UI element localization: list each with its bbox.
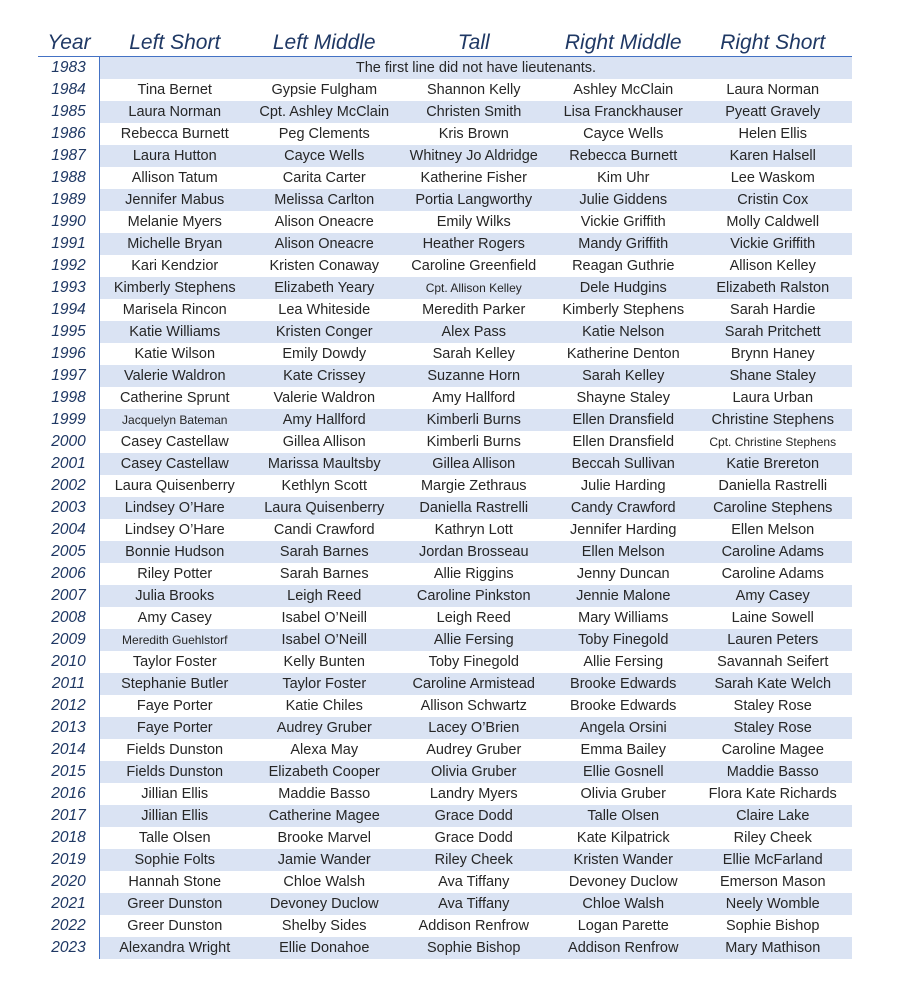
name-cell: Lindsey O’Hare — [124, 522, 225, 538]
name-cell: Neely Womble — [725, 896, 820, 912]
name-cell: Gillea Allison — [432, 456, 516, 472]
name-cell: Lisa Franckhauser — [563, 104, 683, 120]
year-cell: 2000 — [38, 431, 100, 453]
year-cell: 1992 — [38, 255, 100, 277]
name-cell: Olivia Gruber — [431, 764, 517, 780]
name-cell: Alison Oneacre — [274, 236, 374, 252]
name-cell: Alexandra Wright — [119, 940, 231, 956]
name-cell: Ellie Gosnell — [582, 764, 664, 780]
name-cell: Katherine Fisher — [420, 170, 527, 186]
year-cell: 1998 — [38, 387, 100, 409]
name-cell: Leigh Reed — [287, 588, 362, 604]
table-row — [38, 365, 852, 387]
name-cell: Ellen Melson — [581, 544, 665, 560]
header-tall: Tall — [457, 31, 490, 54]
table-row — [38, 607, 852, 629]
year-cell: 1993 — [38, 277, 100, 299]
name-cell: Rebecca Burnett — [120, 126, 229, 142]
name-cell: Daniella Rastrelli — [718, 478, 828, 494]
name-cell: Caroline Magee — [721, 742, 824, 758]
name-cell: Talle Olsen — [138, 830, 211, 846]
name-cell: Katie Chiles — [285, 698, 363, 714]
name-cell: Allison Kelley — [729, 258, 816, 274]
year-cell: 2015 — [38, 761, 100, 783]
name-cell: Jennie Malone — [576, 588, 671, 604]
name-cell: Caroline Adams — [721, 544, 824, 560]
name-cell: Christine Stephens — [711, 412, 834, 428]
name-cell: Jacquelyn Bateman — [122, 413, 228, 427]
name-cell: Pyeatt Gravely — [725, 104, 821, 120]
name-cell: Chloe Walsh — [582, 896, 665, 912]
table-row — [38, 563, 852, 585]
table-row — [38, 145, 852, 167]
name-cell: Elizabeth Cooper — [268, 764, 380, 780]
name-cell: Katie Williams — [129, 324, 221, 340]
name-cell: Ava Tiffany — [438, 896, 510, 912]
table-row — [38, 431, 852, 453]
name-cell: Ellie McFarland — [722, 852, 823, 868]
year-cell: 1988 — [38, 167, 100, 189]
name-cell: Dele Hudgins — [579, 280, 667, 296]
name-cell: Amy Hallford — [282, 412, 366, 428]
header-left-middle: Left Middle — [272, 31, 376, 54]
name-cell: Addison Renfrow — [568, 940, 679, 956]
year-cell: 1983 — [38, 57, 100, 79]
year-cell: 2018 — [38, 827, 100, 849]
table-row — [38, 717, 852, 739]
header-row — [38, 28, 852, 57]
table-row — [38, 167, 852, 189]
name-cell: Ava Tiffany — [438, 874, 510, 890]
name-cell: Devoney Duclow — [269, 896, 379, 912]
table-row — [38, 475, 852, 497]
name-cell: Molly Caldwell — [726, 214, 820, 230]
name-cell: Alexa May — [290, 742, 359, 758]
table-row — [38, 915, 852, 937]
table-row — [38, 695, 852, 717]
name-cell: Emma Bailey — [580, 742, 666, 758]
name-cell: Kate Crissey — [283, 368, 366, 384]
name-cell: Margie Zethraus — [420, 478, 527, 494]
year-cell: 2009 — [38, 629, 100, 651]
name-cell: Alex Pass — [441, 324, 506, 340]
year-cell: 2003 — [38, 497, 100, 519]
year-cell: 2020 — [38, 871, 100, 893]
name-cell: Flora Kate Richards — [708, 786, 837, 802]
name-cell: Ellie Donahoe — [279, 940, 370, 956]
name-cell: Sophie Bishop — [426, 940, 521, 956]
name-cell: Vickie Griffith — [730, 236, 816, 252]
table-row — [38, 871, 852, 893]
name-cell: Allie Fersing — [583, 654, 664, 670]
name-cell: Isabel O’Neill — [281, 610, 367, 626]
name-cell: Laura Quisenberry — [264, 500, 385, 516]
name-cell: Jordan Brosseau — [418, 544, 529, 560]
name-cell: Sarah Kelley — [432, 346, 515, 362]
year-cell: 2008 — [38, 607, 100, 629]
name-cell: Jennifer Mabus — [125, 192, 225, 208]
name-cell: Grace Dodd — [434, 808, 513, 824]
table-row — [38, 805, 852, 827]
name-cell: Laura Norman — [726, 82, 820, 98]
name-cell: Kimberli Burns — [426, 434, 521, 450]
table-row — [38, 541, 852, 563]
name-cell: Candy Crawford — [570, 500, 676, 516]
name-cell: Taylor Foster — [282, 676, 367, 692]
name-cell: Ashley McClain — [573, 82, 674, 98]
year-cell: 1990 — [38, 211, 100, 233]
name-cell: Landry Myers — [429, 786, 518, 802]
name-cell: Lauren Peters — [727, 632, 819, 648]
name-cell: Mandy Griffith — [578, 236, 669, 252]
name-cell: Amy Casey — [137, 610, 212, 626]
name-cell: Gillea Allison — [282, 434, 366, 450]
name-cell: Allie Riggins — [433, 566, 514, 582]
table-row — [38, 673, 852, 695]
name-cell: Fields Dunston — [126, 764, 224, 780]
name-cell: Savannah Seifert — [717, 654, 829, 670]
name-cell: Kari Kendzior — [131, 258, 219, 274]
table-row — [38, 585, 852, 607]
table-row — [38, 849, 852, 871]
name-cell: Bonnie Hudson — [125, 544, 225, 560]
table-row — [38, 761, 852, 783]
name-cell: Lacey O’Brien — [428, 720, 520, 736]
name-cell: Meredith Guehlstorf — [122, 633, 228, 647]
table-row — [38, 101, 852, 123]
name-cell: Kristen Wander — [573, 852, 673, 868]
name-cell: Chloe Walsh — [283, 874, 366, 890]
name-cell: Casey Castellaw — [120, 434, 229, 450]
name-cell: Emerson Mason — [719, 874, 826, 890]
name-cell: Katie Brereton — [726, 456, 820, 472]
year-cell: 2023 — [38, 937, 100, 959]
name-cell: Brynn Haney — [730, 346, 815, 362]
name-cell: Caroline Adams — [721, 566, 824, 582]
name-cell: Julie Harding — [580, 478, 666, 494]
name-cell: Brooke Edwards — [570, 676, 677, 692]
name-cell: Logan Parette — [577, 918, 669, 934]
name-cell: Melanie Myers — [127, 214, 222, 230]
name-cell: Catherine Magee — [268, 808, 380, 824]
name-cell: Hannah Stone — [128, 874, 222, 890]
name-cell: Peg Clements — [278, 126, 370, 142]
year-cell: 1986 — [38, 123, 100, 145]
name-cell: Jamie Wander — [277, 852, 371, 868]
table-row — [38, 519, 852, 541]
header-right-short: Right Short — [720, 31, 826, 54]
name-cell: Sophie Bishop — [725, 918, 820, 934]
table-row — [38, 189, 852, 211]
name-cell: Claire Lake — [736, 808, 810, 824]
table-row — [38, 299, 852, 321]
table-row — [38, 211, 852, 233]
name-cell: Lindsey O’Hare — [124, 500, 225, 516]
name-cell: Mary Mathison — [725, 940, 821, 956]
name-cell: Whitney Jo Aldridge — [409, 148, 538, 164]
year-cell: 1985 — [38, 101, 100, 123]
name-cell: Shannon Kelly — [426, 82, 521, 98]
name-cell: Maddie Basso — [278, 786, 371, 802]
name-cell: Shayne Staley — [576, 390, 670, 406]
name-cell: Devoney Duclow — [568, 874, 678, 890]
name-cell: Toby Finegold — [428, 654, 519, 670]
name-cell: Jillian Ellis — [141, 786, 209, 802]
name-cell: Faye Porter — [136, 720, 213, 736]
table-row — [38, 277, 852, 299]
name-cell: Lea Whiteside — [278, 302, 371, 318]
name-cell: Kimberli Burns — [426, 412, 521, 428]
name-cell: Amy Hallford — [432, 390, 516, 406]
name-cell: Ellen Dransfield — [572, 412, 675, 428]
name-cell: Kate Kilpatrick — [576, 830, 670, 846]
name-cell: Laine Sowell — [731, 610, 814, 626]
table-row — [38, 893, 852, 915]
name-cell: Cayce Wells — [284, 148, 365, 164]
name-cell: Caroline Pinkston — [416, 588, 531, 604]
name-cell: Toby Finegold — [578, 632, 669, 648]
name-cell: Allison Schwartz — [420, 698, 527, 714]
table-row-first — [38, 57, 852, 79]
first-line-note: The first line did not have lieutenants. — [355, 60, 597, 76]
year-cell: 2005 — [38, 541, 100, 563]
name-cell: Sarah Barnes — [279, 566, 369, 582]
year-cell: 2002 — [38, 475, 100, 497]
name-cell: Greer Dunston — [127, 918, 223, 934]
name-cell: Sarah Pritchett — [724, 324, 821, 340]
name-cell: Cristin Cox — [737, 192, 809, 208]
name-cell: Emily Dowdy — [282, 346, 367, 362]
name-cell: Candi Crawford — [273, 522, 375, 538]
name-cell: Kethlyn Scott — [281, 478, 367, 494]
name-cell: Kristen Conaway — [269, 258, 380, 274]
name-cell: Jenny Duncan — [576, 566, 670, 582]
year-cell: 1989 — [38, 189, 100, 211]
name-cell: Ellen Melson — [731, 522, 815, 538]
name-cell: Casey Castellaw — [120, 456, 229, 472]
table-row — [38, 79, 852, 101]
name-cell: Allison Tatum — [131, 170, 218, 186]
name-cell: Kristen Conger — [275, 324, 373, 340]
name-cell: Gypsie Fulgham — [271, 82, 378, 98]
name-cell: Brooke Edwards — [570, 698, 677, 714]
year-cell: 2022 — [38, 915, 100, 937]
name-cell: Greer Dunston — [127, 896, 223, 912]
name-cell: Sarah Kate Welch — [714, 676, 832, 692]
name-cell: Vickie Griffith — [580, 214, 666, 230]
name-cell: Lee Waskom — [730, 170, 815, 186]
table-row — [38, 343, 852, 365]
name-cell: Catherine Sprunt — [119, 390, 230, 406]
year-cell: 1999 — [38, 409, 100, 431]
name-cell: Faye Porter — [136, 698, 213, 714]
name-cell: Audrey Gruber — [426, 742, 522, 758]
name-cell: Karen Halsell — [729, 148, 816, 164]
name-cell: Laura Quisenberry — [114, 478, 235, 494]
table-row — [38, 937, 852, 959]
year-cell: 2016 — [38, 783, 100, 805]
name-cell: Elizabeth Ralston — [716, 280, 830, 296]
table-row — [38, 827, 852, 849]
name-cell: Shane Staley — [729, 368, 816, 384]
table-row — [38, 739, 852, 761]
name-cell: Cpt. Christine Stephens — [709, 435, 837, 449]
name-cell: Leigh Reed — [436, 610, 511, 626]
table-row — [38, 497, 852, 519]
year-cell: 1996 — [38, 343, 100, 365]
name-cell: Carita Carter — [282, 170, 366, 186]
name-cell: Kelly Bunten — [283, 654, 365, 670]
name-cell: Riley Potter — [137, 566, 213, 582]
name-cell: Rebecca Burnett — [569, 148, 678, 164]
table-row — [38, 387, 852, 409]
header-left-short: Left Short — [129, 31, 221, 54]
name-cell: Laura Urban — [732, 390, 814, 406]
table-row — [38, 453, 852, 475]
name-cell: Laura Norman — [128, 104, 222, 120]
name-cell: Marissa Maultsby — [267, 456, 381, 472]
name-cell: Kimberly Stephens — [113, 280, 236, 296]
name-cell: Talle Olsen — [587, 808, 660, 824]
year-cell: 2004 — [38, 519, 100, 541]
year-cell: 2017 — [38, 805, 100, 827]
year-cell: 2006 — [38, 563, 100, 585]
name-cell: Cpt. Ashley McClain — [259, 104, 390, 120]
name-cell: Tina Bernet — [137, 82, 212, 98]
name-cell: Caroline Stephens — [713, 500, 833, 516]
name-cell: Olivia Gruber — [580, 786, 666, 802]
year-cell: 2007 — [38, 585, 100, 607]
table-row — [38, 409, 852, 431]
table-row — [38, 255, 852, 277]
year-cell: 1984 — [38, 79, 100, 101]
name-cell: Mary Williams — [578, 610, 669, 626]
name-cell: Jennifer Harding — [570, 522, 677, 538]
year-cell: 1995 — [38, 321, 100, 343]
name-cell: Brooke Marvel — [277, 830, 371, 846]
name-cell: Elizabeth Yeary — [274, 280, 375, 296]
name-cell: Staley Rose — [733, 720, 812, 736]
year-cell: 2010 — [38, 651, 100, 673]
table-row — [38, 629, 852, 651]
roster-table — [38, 28, 852, 959]
name-cell: Sarah Kelley — [582, 368, 665, 384]
name-cell: Kathryn Lott — [434, 522, 513, 538]
year-cell: 2011 — [38, 673, 100, 695]
name-cell: Laura Hutton — [132, 148, 217, 164]
name-cell: Sophie Folts — [134, 852, 216, 868]
name-cell: Katherine Denton — [566, 346, 680, 362]
name-cell: Amy Casey — [735, 588, 810, 604]
name-cell: Audrey Gruber — [276, 720, 372, 736]
name-cell: Addison Renfrow — [418, 918, 529, 934]
name-cell: Kimberly Stephens — [562, 302, 685, 318]
name-cell: Julie Giddens — [579, 192, 668, 208]
name-cell: Katie Wilson — [134, 346, 216, 362]
name-cell: Caroline Armistead — [412, 676, 535, 692]
year-cell: 1997 — [38, 365, 100, 387]
name-cell: Reagan Guthrie — [572, 258, 675, 274]
name-cell: Grace Dodd — [434, 830, 513, 846]
name-cell: Maddie Basso — [726, 764, 819, 780]
name-cell: Cpt. Allison Kelley — [425, 281, 522, 295]
name-cell: Ellen Dransfield — [572, 434, 675, 450]
name-cell: Helen Ellis — [738, 126, 807, 142]
name-cell: Katie Nelson — [582, 324, 665, 340]
name-cell: Riley Cheek — [434, 852, 513, 868]
header-year: Year — [47, 31, 91, 54]
name-cell: Stephanie Butler — [121, 676, 229, 692]
name-cell: Jillian Ellis — [141, 808, 209, 824]
name-cell: Angela Orsini — [579, 720, 667, 736]
name-cell: Fields Dunston — [126, 742, 224, 758]
table-row — [38, 321, 852, 343]
name-cell: Allie Fersing — [433, 632, 514, 648]
name-cell: Emily Wilks — [436, 214, 511, 230]
year-cell: 1991 — [38, 233, 100, 255]
name-cell: Portia Langworthy — [415, 192, 533, 208]
name-cell: Sarah Hardie — [730, 302, 816, 318]
name-cell: Michelle Bryan — [127, 236, 223, 252]
table-row — [38, 233, 852, 255]
year-cell: 2019 — [38, 849, 100, 871]
name-cell: Caroline Greenfield — [411, 258, 537, 274]
table-row — [38, 783, 852, 805]
header-right-middle: Right Middle — [564, 31, 682, 54]
name-cell: Shelby Sides — [281, 918, 367, 934]
table-row — [38, 651, 852, 673]
name-cell: Melissa Carlton — [274, 192, 375, 208]
name-cell: Julia Brooks — [135, 588, 215, 604]
name-cell: Beccah Sullivan — [571, 456, 675, 472]
year-cell: 1994 — [38, 299, 100, 321]
name-cell: Marisela Rincon — [122, 302, 227, 318]
year-cell: 2013 — [38, 717, 100, 739]
year-cell: 1987 — [38, 145, 100, 167]
name-cell: Cayce Wells — [583, 126, 664, 142]
name-cell: Kim Uhr — [597, 170, 650, 186]
name-cell: Staley Rose — [733, 698, 812, 714]
name-cell: Heather Rogers — [422, 236, 525, 252]
name-cell: Christen Smith — [426, 104, 522, 120]
name-cell: Kris Brown — [438, 126, 509, 142]
name-cell: Meredith Parker — [422, 302, 526, 318]
name-cell: Alison Oneacre — [274, 214, 374, 230]
name-cell: Riley Cheek — [733, 830, 812, 846]
name-cell: Sarah Barnes — [279, 544, 369, 560]
table-body — [38, 79, 852, 959]
name-cell: Taylor Foster — [132, 654, 217, 670]
name-cell: Valerie Waldron — [123, 368, 226, 384]
name-cell: Isabel O’Neill — [281, 632, 367, 648]
name-cell: Valerie Waldron — [273, 390, 376, 406]
year-cell: 2012 — [38, 695, 100, 717]
year-cell: 2001 — [38, 453, 100, 475]
name-cell: Daniella Rastrelli — [419, 500, 529, 516]
name-cell: Suzanne Horn — [427, 368, 521, 384]
year-cell: 2021 — [38, 893, 100, 915]
table-row — [38, 123, 852, 145]
year-cell: 2014 — [38, 739, 100, 761]
